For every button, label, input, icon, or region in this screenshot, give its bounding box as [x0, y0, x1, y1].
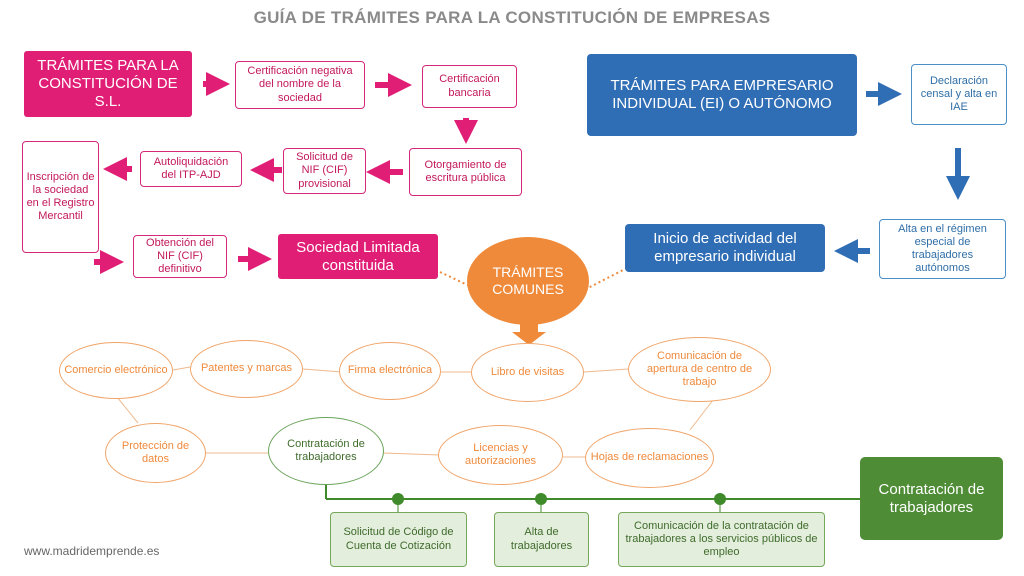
cert-nombre-box: Certificación negativa del nombre de la sociedad	[235, 61, 365, 109]
tramites-comunes-node: TRÁMITES COMUNES	[467, 237, 589, 325]
sl-constituida-box: Sociedad Limitada constituida	[278, 234, 438, 279]
oval-patentes: Patentes y marcas	[190, 340, 303, 398]
oval-contratacion: Contratación de trabajadores	[268, 417, 384, 485]
oval-firma: Firma electrónica	[339, 342, 441, 400]
cert-bancaria-box: Certificación bancaria	[422, 65, 517, 108]
nif-provisional-box: Solicitud de NIF (CIF) provisional	[283, 148, 366, 194]
censal-box: Declaración censal y alta en IAE	[911, 64, 1007, 125]
page-title: GUÍA DE TRÁMITES PARA LA CONSTITUCIÓN DE EMPRESAS	[253, 8, 771, 27]
contratacion-header: Contratación de trabajadores	[860, 457, 1003, 540]
comunes-down-arrow	[512, 322, 546, 345]
registro-box: Inscripción de la sociedad en el Registro Mercantil	[22, 141, 99, 253]
green-links	[326, 484, 860, 499]
footer-url: www.madridemprende.es	[24, 544, 160, 558]
sl-header: TRÁMITES PARA LA CONSTITUCIÓN DE S.L.	[24, 51, 192, 117]
oval-hojas: Hojas de reclamaciones	[585, 428, 714, 488]
escritura-box: Otorgamiento de escritura pública	[409, 148, 522, 196]
nif-definitivo-box: Obtención del NIF (CIF) definitivo	[133, 235, 227, 278]
oval-comunicacion: Comunicación de apertura de centro de trabajo	[628, 337, 771, 402]
oval-licencias: Licencias y autorizaciones	[438, 425, 563, 485]
itp-box: Autoliquidación del ITP-AJD	[140, 151, 242, 187]
oval-proteccion: Protección de datos	[105, 423, 206, 483]
regimen-box: Alta en el régimen especial de trabajadores autónomos	[879, 219, 1006, 279]
codigo-cotizacion-box: Solicitud de Código de Cuenta de Cotización	[330, 512, 467, 567]
comunicacion-contratacion-box: Comunicación de la contratación de trabajadores a los servicios públicos de empleo	[618, 512, 825, 567]
alta-trabajadores-box: Alta de trabajadores	[494, 512, 589, 567]
oval-comercio: Comercio electrónico	[59, 342, 173, 399]
ei-inicio-box: Inicio de actividad del empresario individual	[625, 224, 825, 272]
ei-header: TRÁMITES PARA EMPRESARIO INDIVIDUAL (EI) O AUTÓNOMO	[587, 54, 857, 136]
oval-libro: Libro de visitas	[471, 343, 584, 402]
